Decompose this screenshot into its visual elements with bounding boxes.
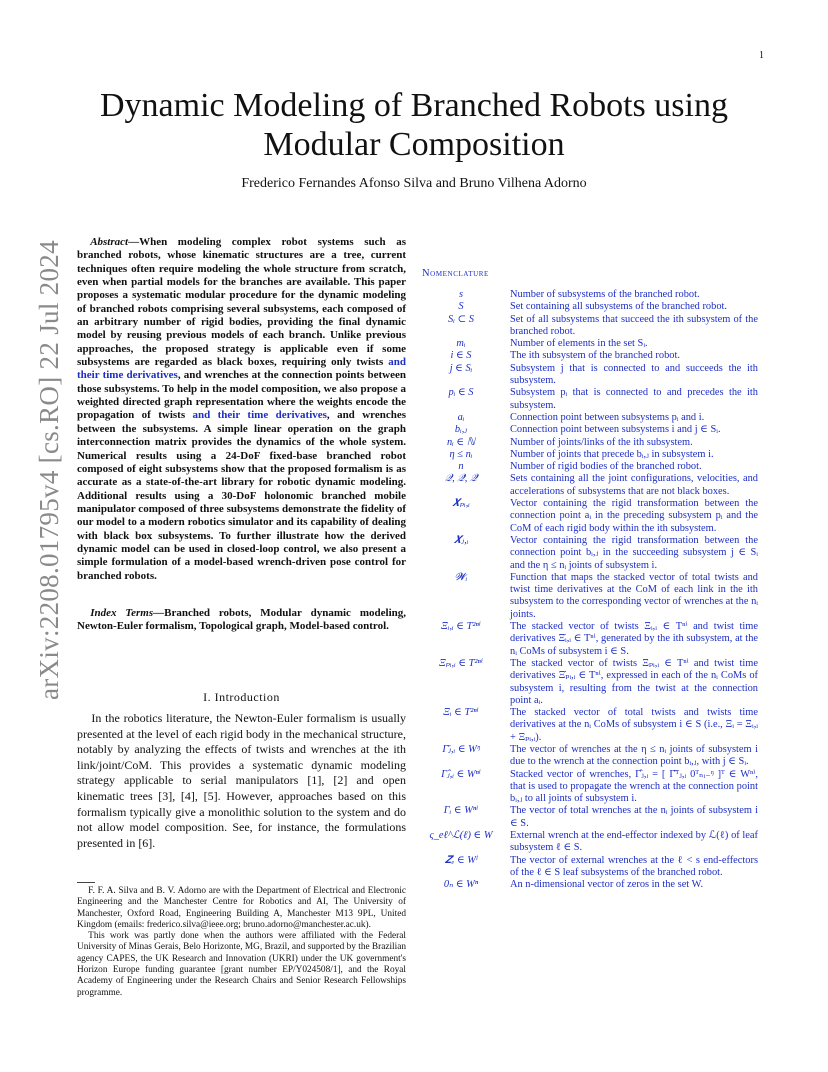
nomenclature-symbol: 𝒬, 𝒬̇, 𝒬̈ [444, 473, 478, 485]
footnotes [77, 882, 406, 999]
introduction-paragraph: In the robotics literature, the Newton-Euler formalism is usually presented at the level of each rigid body in the mechanical structure, notably by analyzing the effects of twists and wrenches at the ith link/joint/CoM. This provides a systematic dynamic modeling strategy applicable to serial manipulators [1], [2] and open kinematic trees [3], [4], [5]. However, approaches based on this formalism typically give a monolithic solution to the system and do not allow model composition. See, for instance, the formulations presented in [6]. [77, 711, 406, 850]
nomenclature-symbol: Γᵢ ∈ Wⁿⁱ [443, 805, 479, 817]
nomenclature-symbol: aᵢ [457, 411, 465, 423]
nomenclature-row [416, 301, 758, 313]
abstract [77, 236, 406, 583]
nomenclature-row [416, 363, 758, 388]
nomenclature-description: Set containing all subsystems of the branched robot. [510, 301, 728, 313]
footnote-affiliation: F. F. A. Silva and B. V. Adorno are with the Department of Electrical and Electronic Engineering and the Manchester Centre for Robotics and AI, The University of Manchester, Oxford Road, Engineering Building A, Manchester M13 9PL, United Kingdom (emails: frederico.silva@ieee.org; bruno.adorno@manchester.ac.uk). [77, 886, 406, 930]
nomenclature-description: The vector of total wrenches at the nᵢ joints of subsystem i ∈ S. [510, 805, 758, 829]
nomenclature-description: The stacked vector of total twists and twists time derivatives at the nᵢ CoMs of subsystem i ∈ S (i.e., Ξᵢ = Ξᵢ,ᵢ + Ξₚᵢ,ᵢ). [510, 707, 758, 743]
nomenclature-row [416, 412, 758, 424]
nomenclature-description: Connection point between subsystems i and j ∈ Sᵢ. [510, 424, 721, 436]
nomenclature-description: The stacked vector of twists Ξₚᵢ,ᵢ ∈ Tⁿⁱ and twist time derivatives Ξ̇ₚᵢ,ᵢ ∈ Tⁿⁱ, expressed in each of the nᵢ CoMs of subsystem i, resulting from the twist at the connection point aᵢ. [510, 657, 758, 706]
nomenclature-symbol: Sᵢ ⊂ S [448, 313, 474, 325]
nomenclature-description: The stacked vector of twists Ξᵢ,ᵢ ∈ Tⁿⁱ and twist time derivatives Ξ̇ᵢ,ᵢ ∈ Tⁿⁱ, generated by the ith subsystem, at the nᵢ CoMs of subsystem i ∈ S. [510, 621, 758, 657]
nomenclature-row [416, 350, 758, 362]
nomenclature-description: The ith subsystem of the branched robot. [510, 350, 680, 362]
arxiv-stamp: arXiv:2208.01795v4 [cs.RO] 22 Jul 2024 [34, 240, 64, 700]
nomenclature-symbol: n [458, 461, 464, 473]
footnote-funding: This work was partly done when the authors were affiliated with the Federal University of Minas Gerais, Belo Horizonte, MG, Brazil, and supported by the Brazilian agency CAPES, the UK Research and Innovation (UKRI) under the UK government's Horizon Europe funding guarantee [grant number EP/Y024508/1], and the Royal Academy of Engineering under the Research Chairs and Senior Research Fellowships programme. [77, 931, 406, 998]
nomenclature-row [416, 855, 758, 880]
nomenclature-symbol: Ξᵢ,ᵢ ∈ T²ⁿⁱ [441, 621, 481, 633]
nomenclature-row [416, 744, 758, 769]
nomenclature-row [416, 805, 758, 830]
nomenclature-symbol: Ξₚᵢ,ᵢ ∈ T²ⁿⁱ [439, 657, 483, 669]
nomenclature-row [416, 314, 758, 339]
nomenclature-symbol: j ∈ Sᵢ [449, 362, 473, 374]
nomenclature-description: Connection point between subsystems pᵢ and i. [510, 411, 705, 423]
paper-title: Dynamic Modeling of Branched Robots using Modular Composition [100, 87, 728, 163]
nomenclature-description: Vector containing the rigid transformation between the connection point bᵢ,ⱼ in the succeeding subsystem j ∈ Sᵢ and the η ≤ nᵢ joints of subsystem i. [510, 534, 758, 571]
abstract-text-3: , and wrenches between the subsystems. A simple linear operation on the graph interconnection matrix provides the dynamics of the whole system. Numerical results using a 24-DoF fixed-base branched robot composed of eight subsystems show that the proposed formalism is as accurate as a state-of-the-art library for robotic dynamic modeling. Additional results using a 30-DoF holonomic branched mobile manipulator composed of three subsystems demonstrate the fidelity of our model to a modern robotics simulator and its capability of dealing with black box subsystems. To further illustrate how the derived dynamic model can be used in closed-loop control, we also present a simple formulation of a model-based wrench-driven pose control for branched robots. [77, 409, 406, 582]
nomenclature-description: The vector of wrenches at the η ≤ nᵢ joints of subsystem i due to the wrench at the connection point bᵢ,ⱼ, with j ∈ Sᵢ. [510, 743, 758, 768]
nomenclature-row [416, 338, 758, 350]
nomenclature-description: Number of rigid bodies of the branched robot. [510, 461, 702, 473]
nomenclature-symbol: mᵢ [456, 338, 466, 350]
nomenclature-symbol: Γ̄ⱼ,ᵢ ∈ Wᵑ [442, 743, 480, 755]
nomenclature-row [416, 830, 758, 855]
index-terms-text: —Branched robots, Modular dynamic modeling, Newton-Euler formalism, Topological graph, Model-based control. [77, 607, 406, 633]
nomenclature-symbol: bᵢ,ⱼ [454, 424, 468, 436]
nomenclature-description: Subsystem j that is connected to and succeeds the ith subsystem. [510, 362, 758, 387]
nomenclature-description: Function that maps the stacked vector of total twists and twist time derivatives at the CoM of each link in the ith subsystem to the corresponding vector of wrenches at the nᵢ joints. [510, 571, 758, 620]
page-number: 1 [759, 50, 764, 61]
nomenclature-symbol: ς_eℓ^ℒ(ℓ) ∈ W [429, 830, 493, 842]
nomenclature-description: The vector of external wrenches at the ℓ < s end-effectors of the ℓ ∈ S leaf subsystems of the branched robot. [510, 854, 758, 878]
index-terms-lead: Index Terms [90, 607, 154, 619]
nomenclature-row [416, 449, 758, 461]
nomenclature-row [416, 473, 758, 498]
nomenclature-symbol: 𝑿ₚᵢ,ᵢ [452, 498, 470, 510]
nomenclature-symbol: Ξᵢ ∈ T²ⁿⁱ [443, 707, 479, 719]
abstract-lead: Abstract [90, 236, 129, 248]
paper-authors: Frederico Fernandes Afonso Silva and Bruno Vilhena Adorno [241, 176, 587, 191]
nomenclature-row [416, 424, 758, 436]
nomenclature-symbol: Γ̂ⱼ,ᵢ ∈ Wⁿⁱ [441, 768, 481, 780]
nomenclature-description: Number of subsystems of the branched robot. [510, 289, 700, 300]
nomenclature-row [416, 572, 758, 621]
nomenclature-row [416, 879, 758, 891]
abstract-text-2: , and wrenches at the connection points between those subsystems. To help in the model composition, we also propose a weighted directed graph representation where the weights encode the propagation of twists [77, 369, 406, 422]
abstract-highlight-1: and their time derivatives [77, 356, 406, 382]
nomenclature-description: Sets containing all the joint configurations, velocities, and accelerations of subsystems that are not black boxes. [510, 473, 758, 497]
abstract-highlight-2: and their time derivatives [192, 409, 327, 422]
nomenclature-row [416, 437, 758, 449]
nomenclature-symbol: η ≤ nᵢ [449, 448, 473, 460]
nomenclature-symbol: S [458, 301, 464, 313]
nomenclature-description: External wrench at the end-effector indexed by ℒ(ℓ) of leaf subsystem ℓ ∈ S. [510, 830, 758, 854]
nomenclature-list [416, 289, 758, 892]
nomenclature-symbol: nᵢ ∈ ℕ [446, 436, 476, 448]
nomenclature-description: Number of joints that precede bᵢ,ⱼ in subsystem i. [510, 448, 714, 460]
nomenclature-symbol: 𝓦ᵢ [454, 571, 468, 583]
nomenclature-row [416, 387, 758, 412]
nomenclature-description: Number of elements in the set Sᵢ. [510, 338, 648, 350]
nomenclature-row [416, 461, 758, 473]
nomenclature-description: Vector containing the rigid transformation between the connection point aᵢ in the preceding subsystem pᵢ and the CoM of each rigid body within the ith subsystem. [510, 498, 758, 534]
nomenclature-description: Number of joints/links of the ith subsystem. [510, 436, 693, 448]
nomenclature-row [416, 658, 758, 707]
nomenclature-description: An n-dimensional vector of zeros in the set W. [510, 879, 704, 891]
nomenclature-symbol: pᵢ ∈ S [448, 387, 474, 399]
nomenclature-row [416, 289, 758, 301]
nomenclature-symbol: 𝑿ⱼ,ᵢ [453, 534, 469, 546]
nomenclature-description: Set of all subsystems that succeed the ith subsystem of the branched robot. [510, 313, 758, 337]
nomenclature-symbol: s [458, 289, 464, 300]
nomenclature-row [416, 535, 758, 572]
nomenclature-heading: Nomenclature [422, 268, 489, 279]
nomenclature-symbol: 0ₙ ∈ Wⁿ [443, 879, 479, 891]
nomenclature-row [416, 621, 758, 658]
section-heading: I. Introduction [203, 690, 280, 704]
nomenclature-row [416, 707, 758, 744]
nomenclature-symbol: i ∈ S [450, 350, 472, 362]
nomenclature-symbol: 𝒁ₑ ∈ Wˡ [444, 854, 478, 866]
nomenclature-description: Stacked vector of wrenches, Γ̂ⱼ,ᵢ = [ Γ̄ᵀⱼ,ᵢ 0ᵀₙᵢ₋ᵑ ]ᵀ ∈ Wⁿⁱ, that is used to propagate the wrench at the connection point bᵢ,ⱼ to all joints of subsystem i. [510, 768, 758, 805]
nomenclature-row [416, 498, 758, 535]
index-terms [77, 607, 406, 634]
abstract-text-1: —When modeling complex robot systems such as branched robots, whose kinematic structures are a tree, current techniques often require modeling the whole structure from scratch, even when partial models for the branches are available. This paper proposes a systematic modular procedure for the dynamic modeling of branched robots comprising several subsystems, each composed of an arbitrary number of rigid bodies, providing the final dynamic model by reusing previous models of each branch. Unlike previous approaches, the proposed strategy is applicable even if some subsystems are regarded as black boxes, requiring only twists [77, 236, 406, 369]
nomenclature-row [416, 769, 758, 806]
nomenclature-description: Subsystem pᵢ that is connected to and precedes the ith subsystem. [510, 387, 758, 411]
footnote-rule [77, 882, 95, 883]
